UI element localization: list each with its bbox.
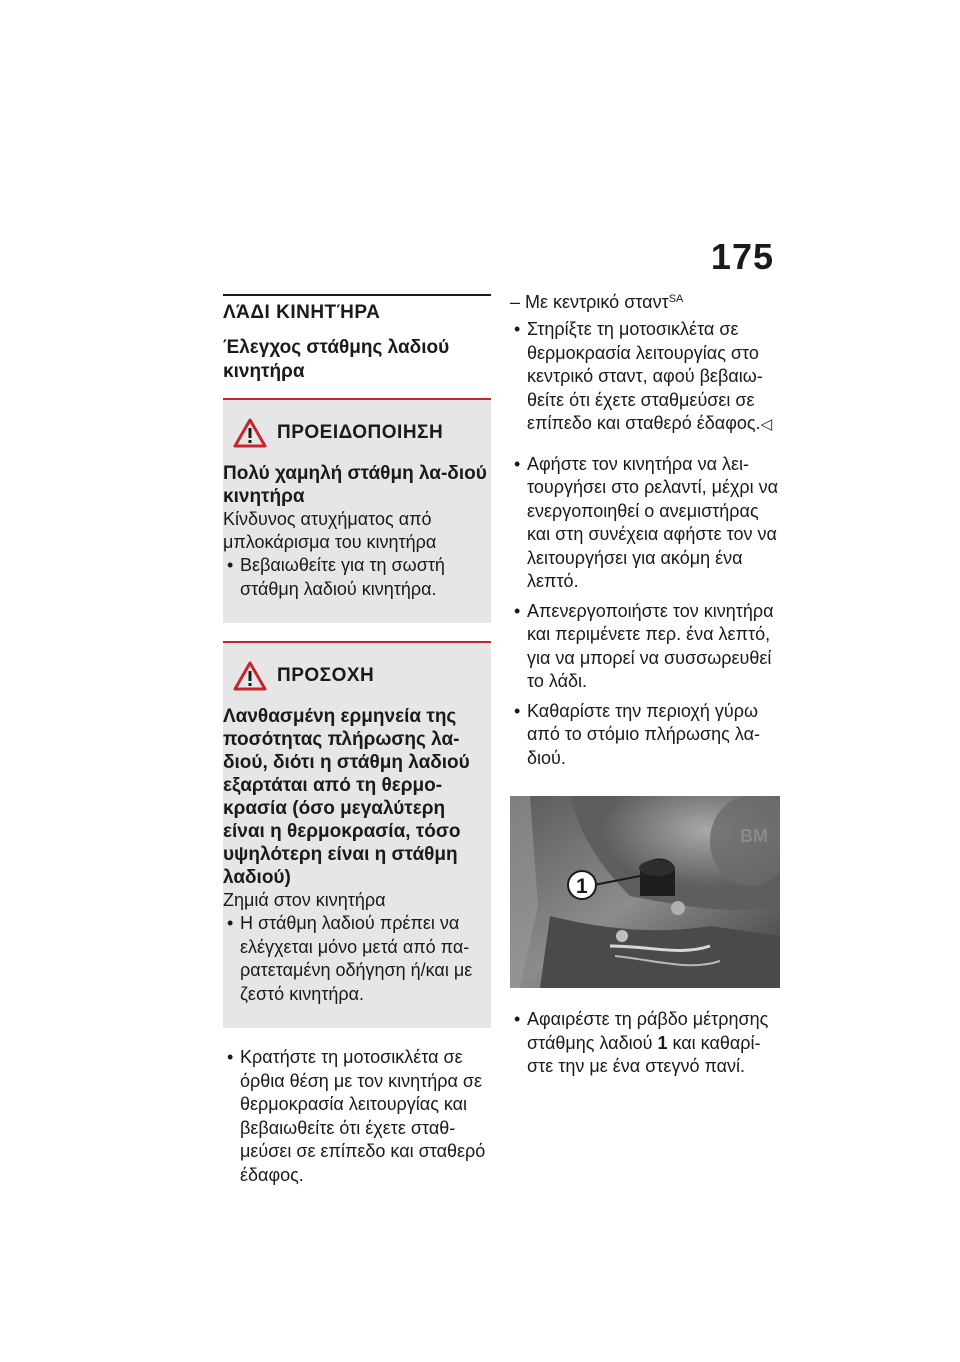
callout-ref: 1	[657, 1032, 668, 1053]
list-item-text: Στηρίξτε τη μοτοσικλέτα σε θερμοκρασία λειτουργίας στο κεντρικό σταντ, αφού βεβαιω-θείτε ότι έχετε σταθμεύσει σε επίπεδο και σταθερό έδαφος.	[527, 319, 763, 433]
bullet-dot: •	[514, 600, 521, 621]
engine-oil-dipstick-photo	[510, 796, 780, 988]
list-item-text: Αφαιρέστε τη ράβδο μέτρησης στάθμης λαδιού	[527, 1009, 769, 1053]
list-item-text-cont: και καθαρί-στε την με ένα στεγνό πανί.	[527, 1032, 761, 1076]
caution-bullet	[223, 912, 491, 1006]
bullet-dot: •	[514, 1009, 521, 1029]
bullet-dot: •	[514, 700, 521, 721]
warning-box	[223, 398, 491, 623]
list-item-text: Αφήστε τον κινητήρα να λει-τουργήσει στο ρελαντί, μέχρι να ενεργοποιηθεί ο ανεμιστήρας και στη συνέχεια αφήστε τον να λειτουργήσει για ακόμη ένα λεπτό.	[527, 453, 779, 591]
left-column	[223, 294, 491, 1193]
condition-text: – Με κεντρικό σταντ	[510, 292, 669, 312]
list-item	[510, 600, 782, 694]
page-number: 175	[710, 236, 774, 277]
sa-superscript: SA	[668, 293, 684, 305]
list-item	[223, 1046, 491, 1187]
caution-label: ΠΡΟΣΟΧΗ	[277, 665, 375, 686]
section-title: ΛΆΔΙ ΚΙΝΗΤΉΡΑ	[223, 294, 491, 324]
list-item	[510, 700, 782, 771]
caution-header	[223, 661, 491, 691]
warning-bullet	[223, 554, 491, 601]
list-item-text: Καθαρίστε την περιοχή γύρω από το στόμιο πλήρωσης λα-διού.	[527, 700, 760, 768]
list-item	[510, 453, 782, 594]
bmw-logo-text: BM	[740, 826, 768, 846]
warning-bullet-text: Βεβαιωθείτε για τη σωστή στάθμη λαδιού κινητήρα.	[240, 555, 445, 599]
sub-title: Έλεγχος στάθμης λαδιού κινητήρα	[223, 337, 450, 382]
condition-line	[510, 288, 782, 314]
caution-bullet-text: Η στάθμη λαδιού πρέπει να ελέγχεται μόνο μετά από πα-ρατεταμένη οδήγηση ή/και με ζεστό κινητήρα.	[240, 913, 473, 1004]
bullet-dot: •	[227, 555, 234, 575]
right-column	[510, 288, 782, 1085]
bullet-dot: •	[227, 913, 234, 933]
warning-body: Κίνδυνος ατυχήματος από μπλοκάρισμα του κινητήρα	[223, 509, 437, 552]
end-mark-icon: ◁	[760, 416, 773, 433]
list-item-text: Κρατήστε τη μοτοσικλέτα σε όρθια θέση με τον κινητήρα σε θερμοκρασία λειτουργίας και βεβαιωθείτε ότι έχετε σταθ-μεύσει σε επίπεδο και σταθερό έδαφος.	[240, 1047, 486, 1185]
warning-title: Πολύ χαμηλή στάθμη λα-διού κινητήρα	[223, 463, 487, 507]
list-item-text: Απενεργοποιήστε τον κινητήρα και περιμένετε περ. ένα λεπτό, για να μπορεί να συσσωρευθεί το λάδι.	[527, 600, 774, 691]
callout-1: 1	[576, 875, 588, 898]
list-item	[510, 1008, 782, 1079]
caution-box	[223, 641, 491, 1028]
list-item	[510, 318, 782, 437]
bullet-dot: •	[227, 1047, 234, 1067]
warning-triangle-icon	[233, 418, 267, 448]
warning-header	[223, 418, 491, 448]
warning-label: ΠΡΟΕΙΔΟΠΟΙΗΣΗ	[277, 422, 444, 443]
bullet-dot: •	[514, 453, 521, 474]
bullet-dot: •	[514, 319, 521, 339]
caution-triangle-icon	[233, 661, 267, 691]
caution-body: Ζημιά στον κινητήρα	[223, 890, 386, 910]
caution-title: Λανθασμένη ερμηνεία της ποσότητας πλήρωσης λα-διού, διότι η στάθμη λαδιού εξαρτάται από τη θερμο-κρασία (όσο μεγαλύτερη είναι η θερμοκρασία, τόσο υψηλότερη είναι η στάθμη λαδιού)	[223, 706, 470, 888]
